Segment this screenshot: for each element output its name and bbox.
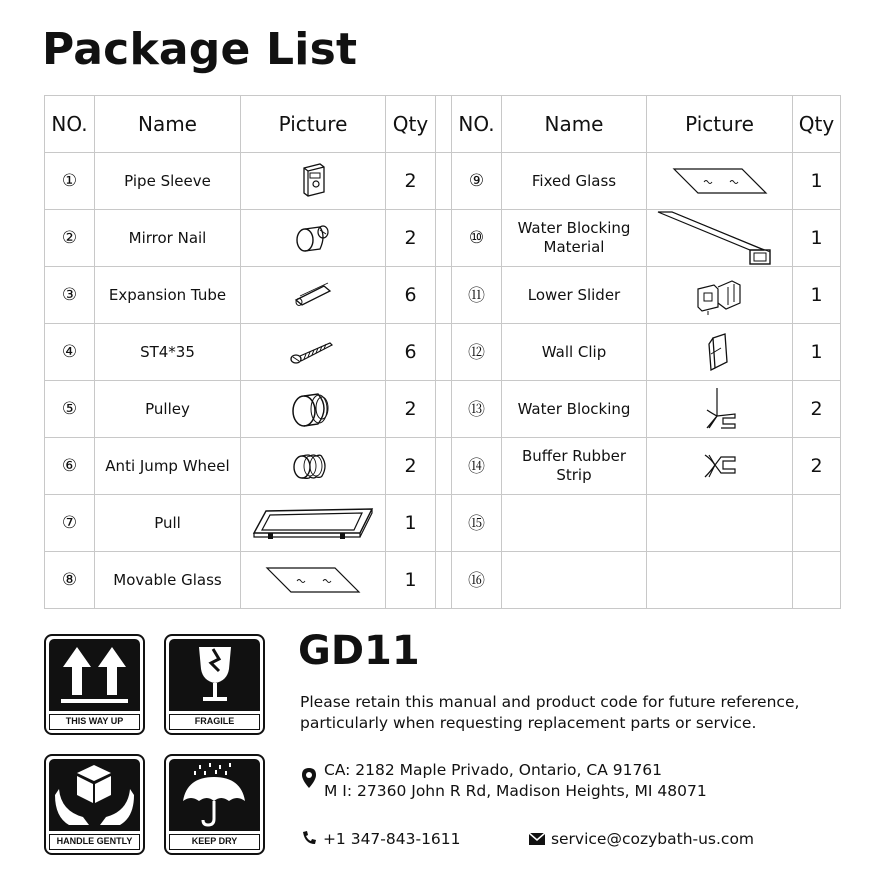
item-number-badge: ⑪ [468, 285, 485, 306]
item-number [45, 552, 95, 609]
hands-box-icon [49, 759, 140, 831]
header-picture: Picture [241, 96, 386, 153]
table-row [45, 438, 841, 495]
item-name: Pipe Sleeve [95, 153, 241, 210]
column-gap [436, 324, 452, 381]
square-tube-icon [647, 210, 793, 267]
item-number-badge: ⑫ [468, 342, 485, 363]
item-qty: 1 [793, 267, 841, 324]
badge-handle-gently [44, 754, 145, 855]
item-number-badge: ⑧ [61, 570, 78, 590]
glass-panel-icon [241, 552, 386, 609]
address-mi: M I: 27360 John R Rd, Madison Heights, MI 48071 [324, 782, 707, 800]
item-name: Expansion Tube [95, 267, 241, 324]
item-name [502, 552, 647, 609]
item-name: Water Blocking Material [502, 210, 647, 267]
item-name: ST4*35 [95, 324, 241, 381]
item-qty: 6 [386, 267, 436, 324]
item-qty: 2 [386, 438, 436, 495]
envelope-icon [528, 832, 546, 846]
item-name: Movable Glass [95, 552, 241, 609]
item-number-badge: ① [61, 171, 78, 191]
empty-picture [647, 552, 793, 609]
header-name: Name [502, 96, 647, 153]
handling-badges [44, 634, 266, 856]
email-contact [528, 830, 754, 848]
item-number [452, 381, 502, 438]
item-number [45, 381, 95, 438]
item-qty: 2 [793, 381, 841, 438]
location-pin-icon [301, 767, 317, 789]
column-gap [436, 495, 452, 552]
address-ca: CA: 2182 Maple Privado, Ontario, CA 91761 [324, 761, 663, 779]
item-number-badge: ⑤ [61, 399, 78, 419]
column-gap [436, 153, 452, 210]
header-qty: Qty [793, 96, 841, 153]
item-number [452, 552, 502, 609]
badge-label: FRAGILE [169, 714, 260, 730]
mirror-nail-icon [241, 210, 386, 267]
item-name: Buffer Rubber Strip [502, 438, 647, 495]
retain-note [300, 692, 860, 734]
table-row [45, 210, 841, 267]
arrows-up-icon [49, 639, 140, 711]
table-row [45, 495, 841, 552]
table-row [45, 267, 841, 324]
wall-clip-icon [647, 324, 793, 381]
badge-label: KEEP DRY [169, 834, 260, 850]
item-number-badge: ⑭ [468, 456, 485, 477]
item-qty: 2 [386, 153, 436, 210]
item-number [45, 153, 95, 210]
header-name: Name [95, 96, 241, 153]
pull-handle-icon [241, 495, 386, 552]
empty-picture [647, 495, 793, 552]
item-name: Mirror Nail [95, 210, 241, 267]
phone-contact [300, 830, 461, 848]
water-blocking-strip-icon [647, 381, 793, 438]
item-number-badge: ⑦ [61, 513, 78, 533]
item-number [452, 153, 502, 210]
item-number-badge: ⑩ [468, 228, 485, 248]
table-row [45, 324, 841, 381]
screw-icon [241, 324, 386, 381]
item-name: Pulley [95, 381, 241, 438]
item-name: Anti Jump Wheel [95, 438, 241, 495]
item-qty: 2 [386, 381, 436, 438]
item-number-badge: ⑯ [468, 570, 485, 591]
item-name [502, 495, 647, 552]
item-number [45, 438, 95, 495]
note-line: particularly when requesting replacement parts or service. [300, 714, 757, 732]
item-number-badge: ⑨ [468, 171, 485, 191]
item-name: Wall Clip [502, 324, 647, 381]
item-number [452, 438, 502, 495]
item-number-badge: ② [61, 228, 78, 248]
badge-label: THIS WAY UP [49, 714, 140, 730]
item-qty: 6 [386, 324, 436, 381]
pulley-icon [241, 381, 386, 438]
broken-glass-icon [169, 639, 260, 711]
item-name: Lower Slider [502, 267, 647, 324]
phone-number[interactable]: +1 347-843-1611 [322, 830, 461, 848]
item-qty: 2 [386, 210, 436, 267]
item-number [45, 495, 95, 552]
item-qty: 1 [386, 552, 436, 609]
item-name: Fixed Glass [502, 153, 647, 210]
badge-label: HANDLE GENTLY [49, 834, 140, 850]
buffer-strip-icon [647, 438, 793, 495]
header-no: NO. [452, 96, 502, 153]
item-number-badge: ⑮ [468, 513, 485, 534]
column-gap [436, 267, 452, 324]
expansion-tube-icon [241, 267, 386, 324]
table-row [45, 552, 841, 609]
item-number [45, 210, 95, 267]
glass-panel-icon [647, 153, 793, 210]
item-qty: 1 [386, 495, 436, 552]
item-number [45, 267, 95, 324]
pipe-sleeve-icon [241, 153, 386, 210]
item-number [452, 495, 502, 552]
item-number-badge: ④ [61, 342, 78, 362]
note-line: Please retain this manual and product code for future reference, [300, 693, 800, 711]
badge-keep-dry [164, 754, 265, 855]
product-code: GD11 [298, 628, 420, 674]
item-number [452, 210, 502, 267]
header-picture: Picture [647, 96, 793, 153]
anti-jump-wheel-icon [241, 438, 386, 495]
item-number [45, 324, 95, 381]
email-address[interactable]: service@cozybath-us.com [550, 830, 755, 848]
item-qty: 1 [793, 324, 841, 381]
page-title: Package List [42, 24, 358, 75]
header-no: NO. [45, 96, 95, 153]
column-gap [436, 438, 452, 495]
item-number [452, 324, 502, 381]
item-number-badge: ③ [61, 285, 78, 305]
item-qty [793, 552, 841, 609]
table-row [45, 153, 841, 210]
addresses [324, 760, 707, 802]
item-name: Pull [95, 495, 241, 552]
item-number-badge: ⑬ [468, 399, 485, 420]
badge-fragile [164, 634, 265, 735]
umbrella-rain-icon [169, 759, 260, 831]
column-gap [436, 381, 452, 438]
phone-icon [300, 830, 318, 846]
header-qty: Qty [386, 96, 436, 153]
badge-this-way-up [44, 634, 145, 735]
item-number [452, 267, 502, 324]
table-header-row [45, 96, 841, 153]
item-name: Water Blocking [502, 381, 647, 438]
item-qty: 1 [793, 153, 841, 210]
package-table [44, 95, 841, 609]
item-qty: 2 [793, 438, 841, 495]
item-qty [793, 495, 841, 552]
item-number-badge: ⑥ [61, 456, 78, 476]
item-qty: 1 [793, 210, 841, 267]
lower-slider-icon [647, 267, 793, 324]
column-gap [436, 210, 452, 267]
table-row [45, 381, 841, 438]
column-gap [436, 96, 452, 153]
column-gap [436, 552, 452, 609]
